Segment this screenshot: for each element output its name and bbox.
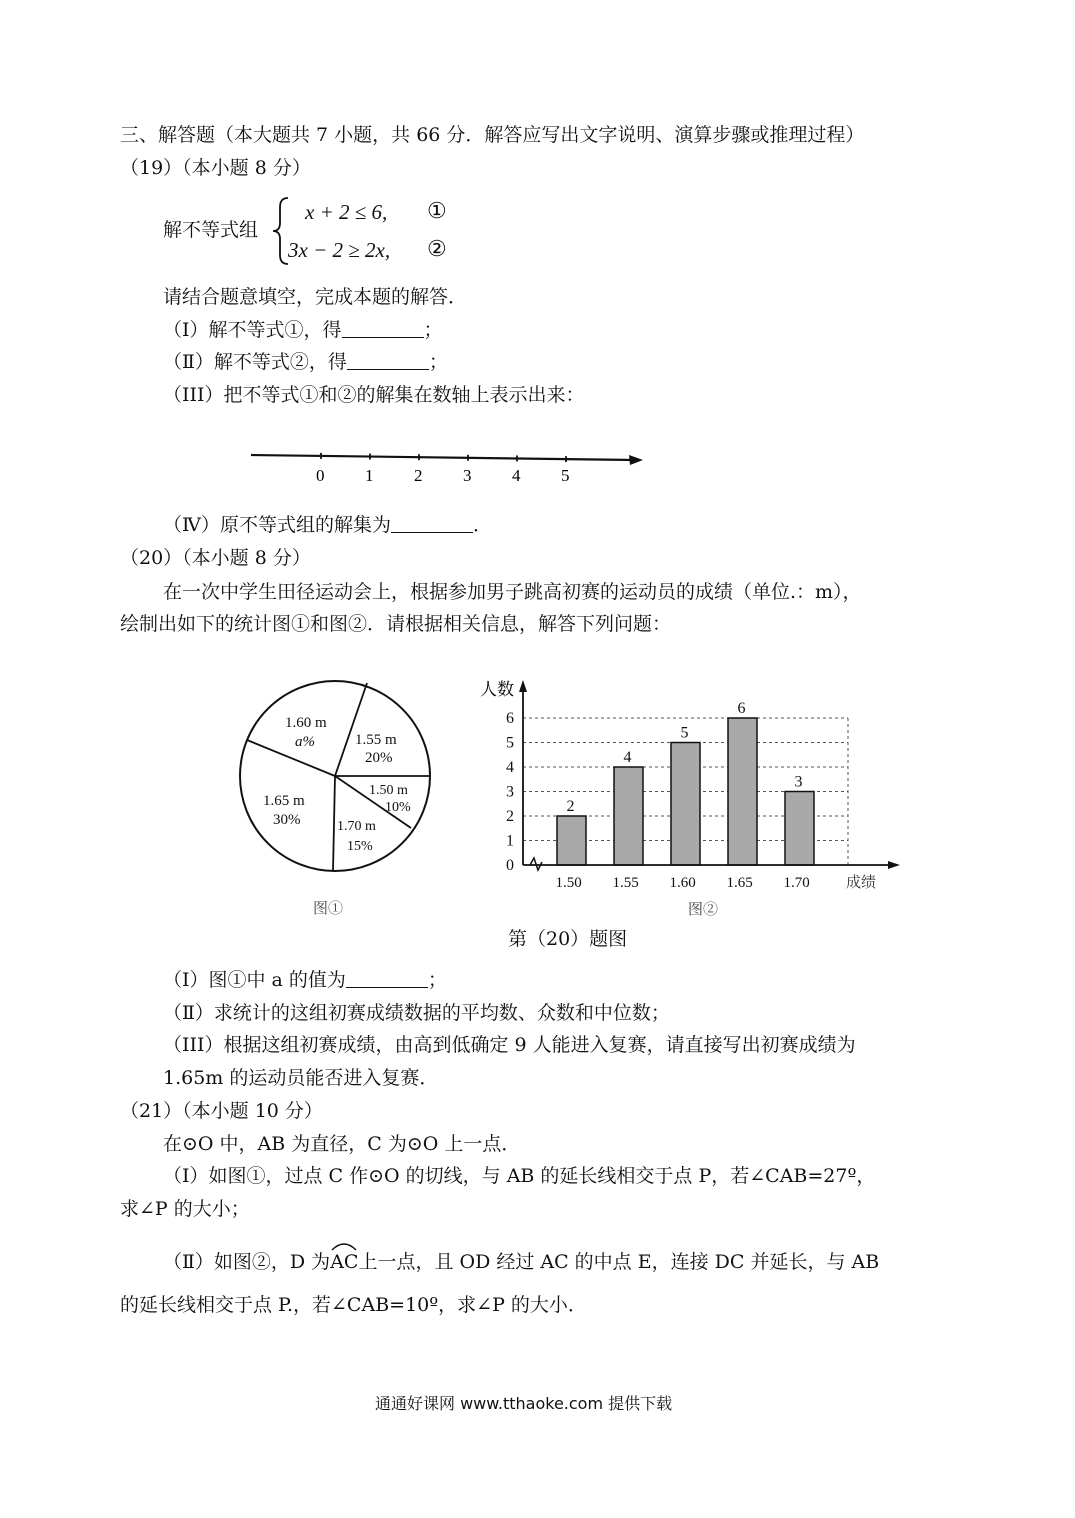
q21-part2a-text2: 上一点，且 OD 经过 AC 的中点 E，连接 DC 并延长，与 AB xyxy=(358,1251,880,1273)
pie-label-155: 1.55 m xyxy=(355,732,397,748)
q19-part2-end: ； xyxy=(428,351,448,373)
section-header: 三、解答题（本大题共 7 小题，共 66 分．解答应写出文字说明、演算步骤或推理过程） xyxy=(120,124,865,146)
bar-chart xyxy=(470,672,910,902)
q20-part2: （Ⅱ）求统计的这组初赛成绩数据的平均数、众数和中位数； xyxy=(163,1002,670,1024)
q21-text-1: 在⊙O 中，AB 为直径，C 为⊙O 上一点． xyxy=(163,1133,521,1155)
pie-label-165: 1.65 m xyxy=(263,793,305,809)
bar-ylabel: 人数 xyxy=(480,680,514,699)
pie-slice-border xyxy=(247,740,335,776)
q21-part2a xyxy=(163,1250,879,1274)
x-tick-label: 1.70 xyxy=(783,875,810,891)
footer: 通通好课网 www.tthaoke.com 提供下载 xyxy=(375,1394,673,1413)
bar-value-label: 5 xyxy=(680,724,689,742)
q19-part4 xyxy=(163,513,492,537)
pie-caption: 图① xyxy=(313,899,344,917)
q19-part1 xyxy=(163,318,443,342)
y-tick-label: 1 xyxy=(506,832,514,850)
q21-part1a: （Ⅰ）如图①，过点 C 作⊙O 的切线，与 AB 的延长线相交于点 P，若∠CAB=27º， xyxy=(163,1165,876,1187)
q20-part3: （III）根据这组初赛成绩，由高到低确定 9 人能进入复赛，请直接写出初赛成绩为 xyxy=(163,1034,856,1056)
answer-blank xyxy=(346,969,428,988)
inequality-2: 3x − 2 ≥ 2x, xyxy=(288,238,391,262)
q19-part2-text: （Ⅱ）解不等式②，得 xyxy=(163,351,347,373)
pie-label-150: 1.50 m xyxy=(369,783,408,798)
pie-slice-border xyxy=(335,683,367,776)
bar-caption: 图② xyxy=(688,900,719,918)
bar-value-label: 6 xyxy=(737,700,746,717)
q19-part4-end: ． xyxy=(472,514,492,536)
pie-value-170: 15% xyxy=(347,839,373,854)
pie-chart xyxy=(235,680,465,880)
pie-slice-border xyxy=(333,776,335,871)
pie-value-165: 30% xyxy=(273,812,301,828)
answer-blank xyxy=(342,319,424,338)
y-tick-label: 5 xyxy=(506,734,514,752)
bar-value-label: 2 xyxy=(566,798,575,815)
q19-instruction: 请结合题意填空，完成本题的解答． xyxy=(163,286,468,308)
bar xyxy=(785,792,814,866)
x-tick-label: 1.65 xyxy=(726,875,753,891)
inequality-2-mark: ② xyxy=(427,237,447,262)
inequality-1-mark: ① xyxy=(427,199,447,224)
bar-value-label: 4 xyxy=(623,749,632,766)
answer-blank xyxy=(347,351,429,370)
answer-blank xyxy=(391,514,473,533)
figure-caption: 第（20）题图 xyxy=(508,928,628,950)
x-tick-label: 1.55 xyxy=(612,875,639,891)
y-tick-label: 6 xyxy=(506,710,514,727)
number-line-label: 3 xyxy=(463,466,472,485)
x-tick-label: 1.50 xyxy=(555,875,582,891)
y-tick-label: 0 xyxy=(506,857,514,874)
pie-label-170: 1.70 m xyxy=(337,819,376,834)
q19-part1-text: （Ⅰ）解不等式①，得 xyxy=(163,319,342,341)
q20-text-2: 绘制出如下的统计图①和图②．请根据相关信息，解答下列问题： xyxy=(120,613,672,635)
q19-title: （19）（本小题 8 分） xyxy=(120,157,311,179)
x-tick-label: 1.60 xyxy=(669,875,696,891)
y-tick-label: 4 xyxy=(506,759,514,776)
q19-part2 xyxy=(163,350,448,374)
bar-xlabel: 成绩 xyxy=(846,875,877,891)
q20-title: （20）（本小题 8 分） xyxy=(120,547,311,569)
number-line-label: 4 xyxy=(512,466,521,485)
pie-value-155: 20% xyxy=(365,750,393,766)
y-tick-label: 2 xyxy=(506,808,514,825)
bar xyxy=(671,743,700,866)
q20-part1 xyxy=(163,968,447,992)
number-line-label: 2 xyxy=(414,466,423,485)
q19-part3: （III）把不等式①和②的解集在数轴上表示出来： xyxy=(163,384,585,406)
pie-label-160: 1.60 m xyxy=(285,715,327,731)
bar xyxy=(614,767,643,865)
q21-part2a-text1: （Ⅱ）如图②，D 为 xyxy=(163,1251,331,1273)
q20-text-1: 在一次中学生田径运动会上，根据参加男子跳高初赛的运动员的成绩（单位.：m）， xyxy=(163,581,862,603)
system-label: 解不等式组 xyxy=(163,219,259,241)
bar-value-label: 3 xyxy=(794,773,803,791)
pie-value-160: a% xyxy=(295,734,315,750)
number-line-label: 1 xyxy=(365,466,374,485)
q21-part2b: 的延长线相交于点 P.，若∠CAB=10º，求∠P 的大小． xyxy=(120,1294,587,1316)
number-line xyxy=(245,440,650,490)
q21-part1b: 求∠P 的大小； xyxy=(120,1198,250,1220)
number-line-label: 0 xyxy=(316,466,325,485)
q19-part1-end: ； xyxy=(423,319,443,341)
number-line-label: 5 xyxy=(561,466,570,485)
arc-ac xyxy=(330,1250,358,1274)
bar xyxy=(557,816,586,865)
q21-title: （21）（本小题 10 分） xyxy=(120,1100,323,1122)
q19-part4-text: （Ⅳ）原不等式组的解集为 xyxy=(163,514,391,536)
bar xyxy=(728,718,757,865)
q20-part1-end: ； xyxy=(427,969,447,991)
pie-value-150: 10% xyxy=(385,800,411,815)
arc-mark-icon xyxy=(330,1240,358,1252)
q20-part1-text: （Ⅰ）图①中 a 的值为 xyxy=(163,969,346,991)
arc-ac-label: AC xyxy=(330,1251,359,1273)
q20-part3-cont: 1.65m 的运动员能否进入复赛． xyxy=(163,1067,439,1089)
y-tick-label: 3 xyxy=(506,783,514,801)
inequality-1: x + 2 ≤ 6, xyxy=(305,200,388,224)
